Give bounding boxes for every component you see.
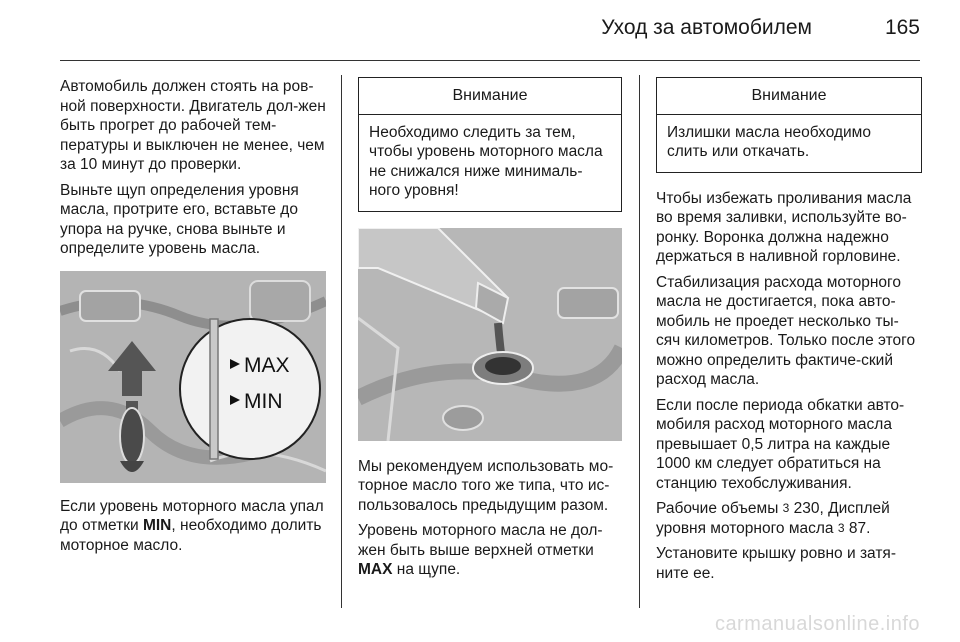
paragraph: Уровень моторного масла не дол-жен быть выше верхней отметки MAX на щупе. [358,522,603,578]
paragraph: Если после периода обкатки авто-мобиля расход моторного масла превышает 0,5 литра на каждые 1000 км следует обратиться на станцию техобслуживания. [656,396,905,492]
page-title: Уход за автомобилем [601,16,812,39]
paragraph: Чтобы избежать проливания масла во время заливки, используйте во-ронку. Воронка должна надежно держаться в наливной горловине. [656,189,912,265]
column-3 [656,77,922,589]
paragraph: Автомобиль должен стоять на ров-ной поверхности. Двигатель дол-жен быть прогрет до рабочей тем-пературы и выключен не менее, чем за 10 минут до проверки. [60,78,326,173]
page-number: 165 [884,16,920,39]
filler-neck [473,352,533,384]
paragraph: Мы рекомендуем использовать мо-торное масло того же типа, что ис-пользовалось предыдущим разом. [358,457,614,514]
min-label: MIN [244,389,283,413]
column-divider-1 [341,75,342,608]
dipstick-magnifier [180,319,320,459]
column-1 [60,77,326,561]
watermark: carmanualsonline.info [714,613,920,635]
paragraph: Установите крышку ровно и затя-ните ее. [656,545,896,582]
warning-text: Необходимо следить за тем, чтобы уровень моторного масла не снижался ниже минималь-ного уровня! [369,123,603,199]
paragraph: Если уровень моторного масла упал до отметки MIN, необходимо долить моторное масло. [60,497,324,554]
warning-box [656,77,922,173]
header-rule [60,60,920,61]
cross-reference-icon[interactable]: 3 [837,520,845,535]
paragraph: Рабочие объемы 3 230, Дисплей уровня моторного масла 3 87. [656,500,890,537]
warning-title: Внимание [359,78,621,115]
paragraph: Выньте щуп определения уровня масла, протрите его, вставьте до упора на ручке, снова выньте и определите уровень масла. [60,181,299,257]
oil-filling-illustration [358,228,622,441]
column-2 [358,77,622,586]
warning-text: Излишки масла необходимо слить или откачать. [667,123,871,160]
paragraph: Стабилизация расхода моторного масла не достигается, пока авто-мобиль не проедет несколько ты-сяч километров. Только после этого можно определить фактиче-ский расход масла. [656,273,916,388]
cross-reference-icon[interactable]: 3 [782,501,790,515]
warning-box [358,77,622,212]
dipstick-illustration [60,271,326,483]
max-label: MAX [244,353,290,377]
warning-title: Внимание [657,78,921,115]
column-divider-2 [639,75,640,608]
